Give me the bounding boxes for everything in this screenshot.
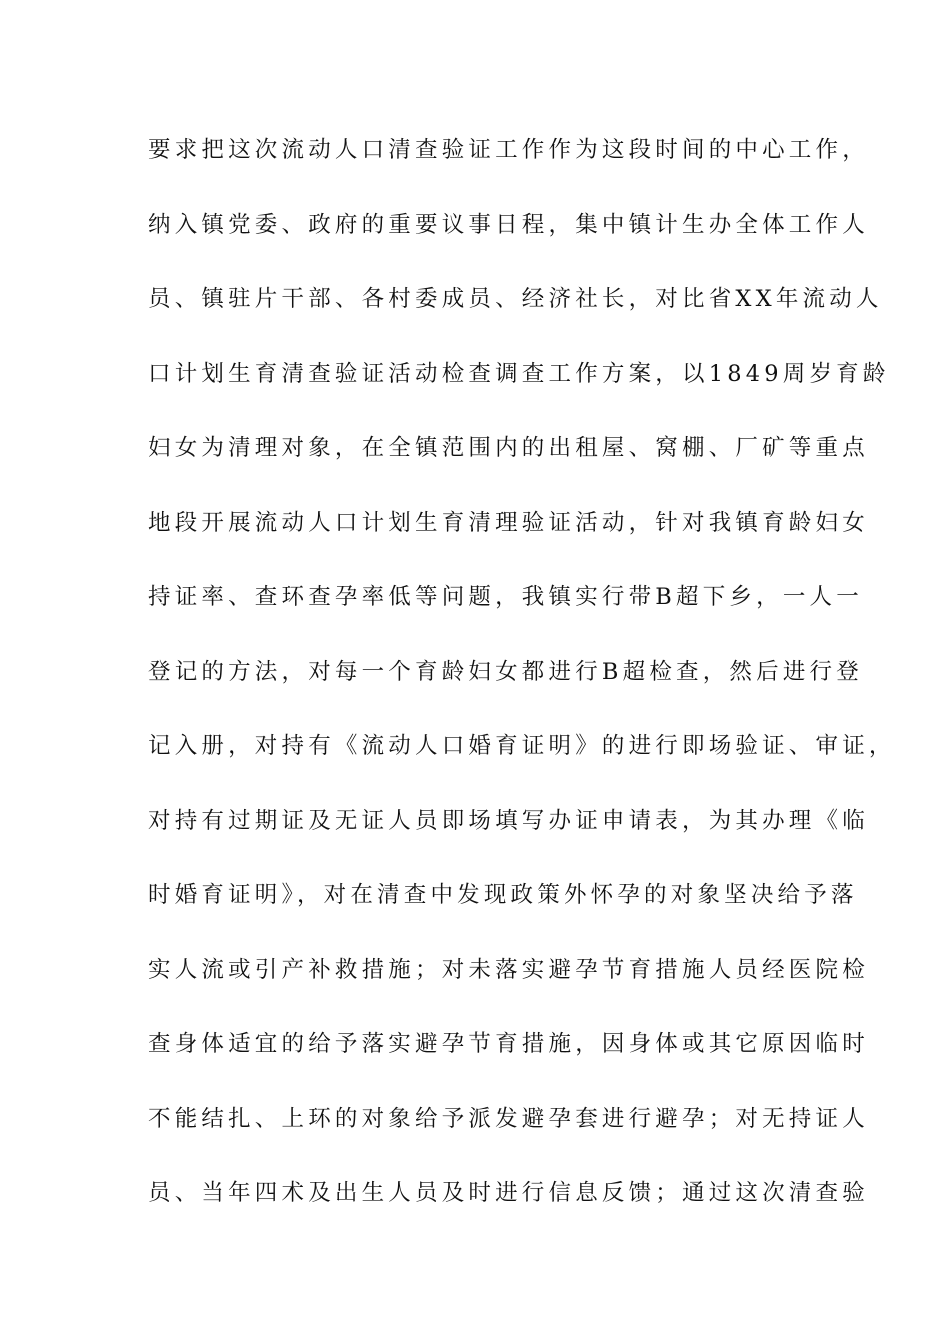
body-text: [148, 130, 896, 1248]
text-line-12: 实人流或引产补救措施；对未落实避孕节育措施人员经医院检: [148, 956, 869, 983]
text-line-15: 员、当年四术及出生人员及时进行信息反馈；通过这次清查验: [148, 1180, 869, 1206]
text-line-9: 记入册，对持有《流动人口婚育证明》的进行即场验证、审证，: [148, 733, 896, 759]
text-line-7: 持证率、查环查孕率低等问题，我镇实行带B超下乡，一人一: [148, 584, 863, 610]
text-line-2: 纳入镇党委、政府的重要议事日程，集中镇计生办全体工作人: [148, 211, 869, 238]
text-line-1: 要求把这次流动人口清查验证工作作为这段时间的中心工作，: [148, 137, 869, 163]
text-line-10: 对持有过期证及无证人员即场填写办证申请表，为其办理《临: [148, 807, 869, 834]
text-line-4: 口计划生育清查验证活动检查调查工作方案，以1849周岁育龄: [148, 360, 890, 387]
text-line-8: 登记的方法，对每一个育龄妇女都进行B超检查，然后进行登: [148, 658, 863, 685]
text-line-5: 妇女为清理对象，在全镇范围内的出租屋、窝棚、厂矿等重点: [148, 435, 869, 461]
text-line-14: 不能结扎、上环的对象给予派发避孕套进行避孕；对无持证人: [148, 1105, 869, 1132]
text-line-3: 员、镇驻片干部、各村委成员、经济社长，对比省XX年流动人: [148, 286, 883, 312]
text-line-6: 地段开展流动人口计划生育清理验证活动，针对我镇育龄妇女: [148, 509, 869, 536]
text-line-11: 时婚育证明》，对在清查中发现政策外怀孕的对象坚决给予落: [148, 882, 858, 908]
text-line-13: 查身体适宜的给予落实避孕节育措施，因身体或其它原因临时: [148, 1031, 869, 1057]
